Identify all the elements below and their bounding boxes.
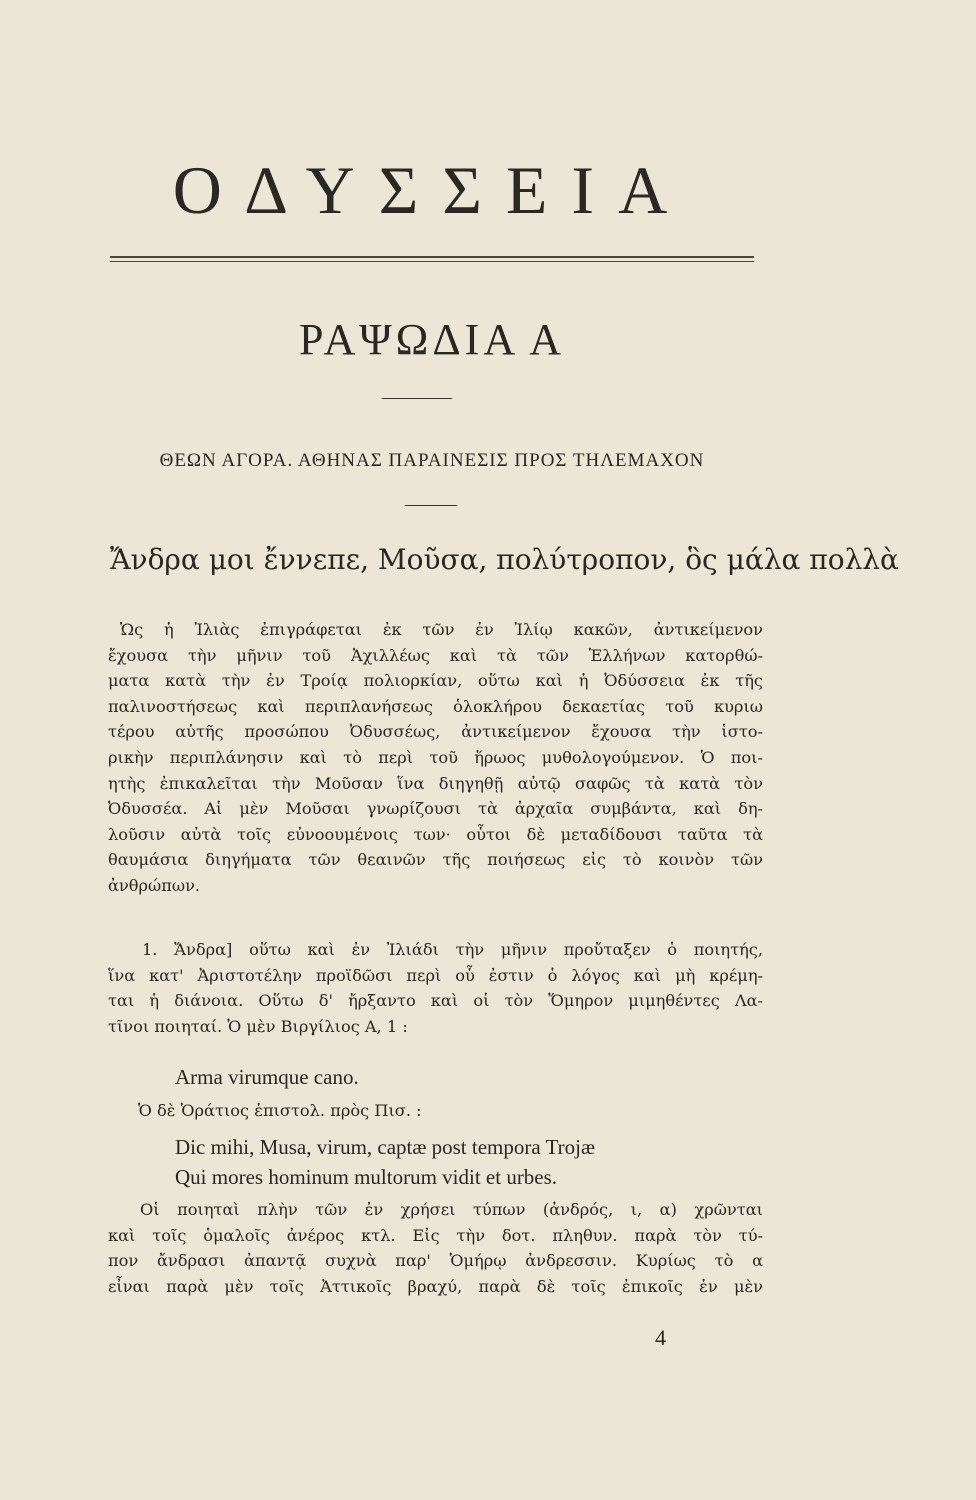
text-line: ματα κατὰ τὴν ἐν Τροίᾳ πολιορκίαν, οὕτω καὶ ἡ Ὀδύσσεια ἐκ τῆς [108,671,763,691]
text-line: θαυμάσια διηγήματα τῶν θεαινῶν τῆς ποιήσεως εἰς τὸ κοινὸν τῶν [108,850,763,870]
text-line: τέρου αὐτῆς προσώπου Ὀδυσσέως, ἀντικείμενον ἔχουσα τὴν ἱστο- [108,722,763,742]
horace-quote-line-2: Qui mores hominum multorum vidit et urbes. [175,1165,558,1189]
text-line: ητὴς ἐπικαλεῖται τὴν Μοῦσαν ἵνα διηγηθῇ αὐτῷ σαφῶς τὰ κατὰ τὸν [108,773,763,793]
book-title: ΟΔΥΣΣΕΙΑ [172,152,692,228]
text-line: Ὡς ἡ Ἰλιὰς ἐπιγράφεται ἐκ τῶν ἐν Ἰλίῳ κακῶν, ἀντικείμενον [120,620,763,639]
rhapsody-rule [382,398,452,399]
text-line: ἀνθρώπων. [108,875,201,895]
argument-rule [405,505,457,506]
first-verse: Ἄνδρα μοι ἔννεπε, Μοῦσα, πολύτροπον, ὃς μάλα πολλὰ [110,543,899,576]
text-line: Ὀδυσσέα. Αἱ μὲν Μοῦσαι γνωρίζουσι τὰ ἀρχαῖα συμβάντα, καὶ δη- [108,799,763,819]
text-line: ἔχουσα τὴν μῆνιν τοῦ Ἀχιλλέως καὶ τὰ τῶν Ἑλλήνων κατορθώ- [108,645,763,665]
virgil-quote: Arma virumque cano. [175,1065,359,1089]
page-number: 4 [655,1325,666,1350]
text-line: Οἱ ποιηταὶ πλὴν τῶν ἐν χρήσει τύπων (ἀνδρός, ι, α) χρῶνται [140,1200,763,1219]
text-line: ρικὴν περιπλάνησιν καὶ τὸ περὶ τοῦ ἥρωος μυθολογούμενον. Ὁ ποι- [108,747,763,767]
argument-heading: ΘΕΩΝ ΑΓΟΡΑ. ΑΘΗΝΑΣ ΠΑΡΑΙΝΕΣΙΣ ΠΡΟΣ ΤΗΛΕΜΑΧΟΝ [159,450,705,471]
text-line: λοῦσιν αὐτὰ τοῖς εὐνοουμένοις των· οὗτοι δὲ μεταδίδουσι ταῦτα τὰ [108,824,763,844]
final-commentary [108,1197,763,1299]
text-line: εἶναι παρὰ μὲν τοῖς Ἀττικοῖς βραχύ, παρὰ δὲ τοῖς ἐπικοῖς ἐν μὲν [108,1276,763,1296]
text-line: τῖνοι ποιηταί. Ὁ μὲν Βιργίλιος Α, 1 : [108,1016,408,1036]
rhapsody-heading: ΡΑΨΩΔΙΑ Α [298,315,566,364]
title-double-rule [110,256,754,262]
text-line: 1. Ἄνδρα] οὕτω καὶ ἐν Ἰλιάδι τὴν μῆνιν προὔταξεν ὁ ποιητής, [142,940,763,959]
text-line: ἵνα κατ' Ἀριστοτέλην προϊδῶσι περὶ οὗ ἐστιν ὁ λόγος καὶ μὴ κρέμη- [108,965,763,985]
horace-quote-line-1: Dic mihi, Musa, virum, captæ post tempora Trojæ [175,1135,595,1159]
text-line: ται ἡ διάνοια. Οὕτω δ' ἤρξαντο καὶ οἱ τὸν Ὅμηρον μιμηθέντες Λα- [108,991,763,1011]
intro-commentary [108,617,763,899]
horace-intro: Ὁ δὲ Ὁράτιος ἐπιστολ. πρὸς Πισ. : [138,1101,422,1120]
text-line: πον ἄνδρασι ἀπαντᾷ συχνὰ παρ' Ὁμήρῳ ἀνδρεσσιν. Κυρίως τὸ α [108,1251,763,1271]
note-1 [108,937,763,1039]
text-line: καὶ τοῖς ὁμαλοῖς ἀνέρος κτλ. Εἰς τὴν δοτ. πληθυν. παρὰ τὸν τύ- [108,1225,763,1245]
text-line: παλινοστήσεως καὶ περιπλανήσεως ὁλοκλήρου δεκαετίας τοῦ κυριω [108,696,763,716]
